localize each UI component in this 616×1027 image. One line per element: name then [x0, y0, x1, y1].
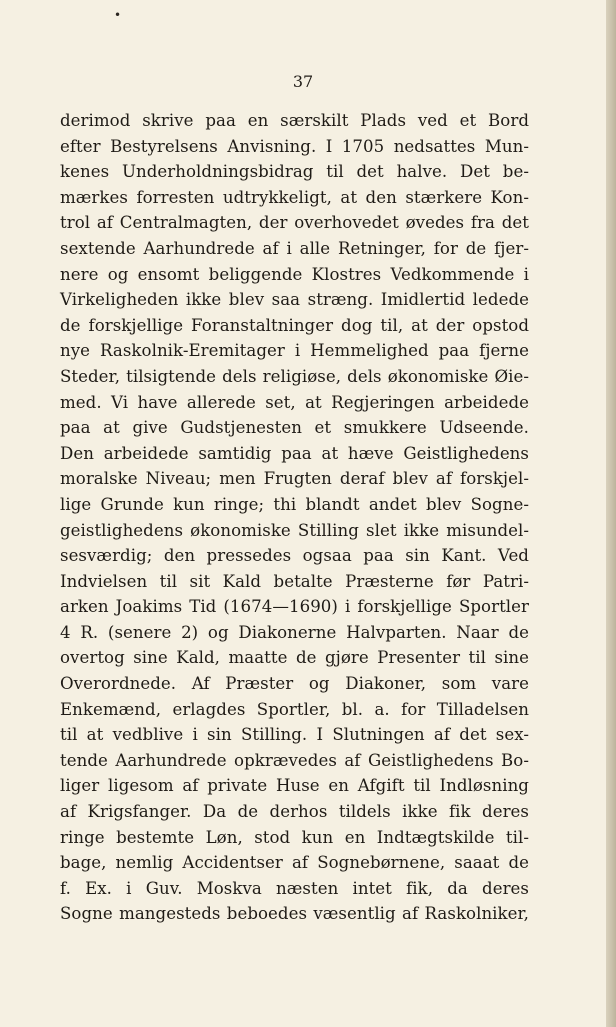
page-number: 37 [292, 72, 314, 91]
text-line: bage, nemlig Accidentser af Sognebørnene, saaat de [60, 853, 529, 873]
text-line: moralske Niveau; men Frugten deraf blev af forskjel- [60, 469, 529, 489]
text-line: arken Joakims Tid (1674—1690) i forskjellige Sportler [60, 597, 529, 617]
text-line: Steder, tilsigtende dels religiøse, dels økonomiske Øie- [60, 366, 529, 386]
text-line: ringe bestemte Løn, stod kun en Indtægtskilde til- [60, 827, 529, 847]
text-line: mærkes forresten udtrykkeligt, at den stærkere Kon- [60, 187, 529, 207]
text-line: tende Aarhundrede opkrævedes af Geistlighedens Bo- [60, 750, 529, 770]
text-line: liger ligesom af private Huse en Afgift til Indløsning [60, 776, 529, 796]
text-line: med. Vi have allerede set, at Regjeringen arbeidede [60, 392, 529, 412]
text-line: efter Bestyrelsens Anvisning. I 1705 nedsattes Mun- [60, 136, 529, 156]
text-line: overtog sine Kald, maatte de gjøre Presenter til sine [60, 648, 529, 668]
text-line: Indvielsen til sit Kald betalte Præsterne før Patri- [60, 571, 529, 591]
text-line: nere og ensomt beliggende Klostres Vedkommende i [60, 264, 529, 284]
text-line: trol af Centralmagten, der overhovedet øvedes fra det [60, 213, 529, 233]
text-line: f. Ex. i Guv. Moskva næsten intet fik, da deres [60, 878, 529, 898]
text-line: Enkemænd, erlagdes Sportler, bl. a. for Tilladelsen [60, 699, 529, 719]
text-line: sextende Aarhundrede af i alle Retninger, for de fjer- [60, 238, 529, 258]
page-edge-shadow [606, 0, 616, 1027]
body-text [60, 108, 529, 927]
text-line: lige Grunde kun ringe; thi blandt andet blev Sogne- [60, 494, 529, 514]
text-line: de forskjellige Foranstaltninger dog til, at der opstod [60, 315, 529, 335]
text-line: geistlighedens økonomiske Stilling slet ikke misundel- [60, 520, 529, 540]
text-line: 4 R. (senere 2) og Diakonerne Halvparten. Naar de [60, 622, 529, 642]
text-line: sesværdig; den pressedes ogsaa paa sin Kant. Ved [60, 546, 529, 566]
print-mark: • [114, 8, 122, 22]
text-line: Overordnede. Af Præster og Diakoner, som vare [60, 674, 529, 694]
text-line: nye Raskolnik-Eremitager i Hemmelighed paa fjerne [60, 341, 529, 361]
text-line: paa at give Gudstjenesten et smukkere Udseende. [60, 418, 529, 438]
text-line: Den arbeidede samtidig paa at hæve Geistlighedens [60, 443, 529, 463]
text-line: Virkeligheden ikke blev saa stræng. Imidlertid ledede [60, 290, 529, 310]
text-line: kenes Underholdningsbidrag til det halve. Det be- [60, 162, 529, 182]
text-line: derimod skrive paa en særskilt Plads ved et Bord [60, 111, 529, 130]
text-line: Sogne mangesteds beboedes væsentlig af Raskolniker, [60, 904, 529, 924]
text-line: til at vedblive i sin Stilling. I Slutningen af det sex- [60, 725, 529, 745]
text-line: af Krigsfanger. Da de derhos tildels ikke fik deres [60, 802, 529, 822]
